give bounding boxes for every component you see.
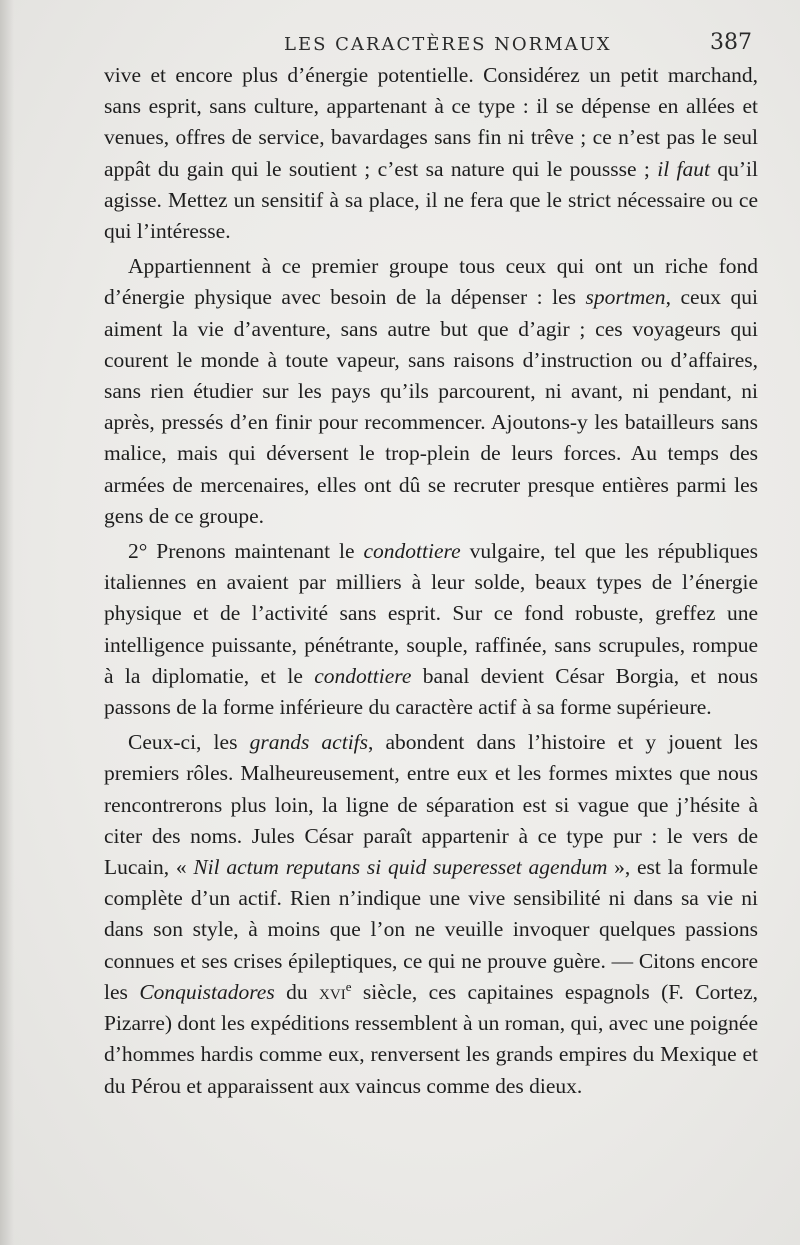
- running-title: LES CARACTÈRES NORMAUX: [284, 34, 612, 55]
- paragraph-4: [104, 727, 758, 1101]
- body-text: [104, 60, 758, 1106]
- italic-text: Conquistadores: [139, 979, 275, 1004]
- text-run: banal devient César Borgia, et nous passons de la forme inférieure du caractère actif à sa forme supérieure.: [104, 663, 758, 720]
- page-gutter-shadow: [0, 0, 14, 1245]
- text-run: , ceux qui aiment la vie d’aventure, sans autre but que d’agir ; ces voyageurs qui courent le monde à toute vapeur, sans raisons d’instruction ou d’affaires, sans rien étudier sur les pays qu’ils parcourent, ni avant, ni pendant, ni après, pressés d’en finir pour recommencer. Ajoutons-y les batailleurs sans malice, mais qui déversent le trop-plein de leurs forces. Au temps des armées de mercenaires, elles ont dû se recruter presque entières parmi les gens de ce groupe.: [104, 285, 759, 528]
- running-head: [100, 30, 752, 60]
- text-run: Ceux-ci, les: [128, 730, 250, 755]
- text-run: siècle, ces capitaines espagnols (F. Cortez, Pizarre) dont les expéditions ressemblent à un roman, qui, avec une poignée d’hommes hardis comme eux, renversent les grands empires du Mexique et du Pérou et apparaissent aux vaincus comme des dieux.: [104, 979, 758, 1098]
- text-run: vulgaire, tel que les républiques italiennes en avaient par milliers à leur solde, beaux types de l’énergie physique et de l’activité sans esprit. Sur ce fond robuste, greffez une intelligence puissante, pénétrante, souple, raffinée, sans scrupules, rompue à la diplomatie, et le: [104, 539, 758, 688]
- smallcaps-text: xvi: [319, 979, 346, 1004]
- italic-text: condottiere: [314, 663, 412, 688]
- text-run: vive et encore plus d’énergie potentielle. Considérez un petit marchand, sans esprit, sans culture, appartenant à ce type : il se dépense en allées et venues, offres de service, bavardages sans fin ni trêve ; ce n’est pas le seul appât du gain qui le soutient ; c’est sa nature qui le poussse ;: [104, 63, 758, 181]
- text-run: du: [274, 979, 320, 1004]
- text-run: qu’il agisse. Mettez un sensitif à sa place, il ne fera que le strict nécessaire ou ce qui l’intéresse.: [104, 156, 758, 244]
- italic-text: grands actifs: [249, 730, 369, 755]
- text-run: Appartiennent à ce premier groupe tous ceux qui ont un riche fond d’énergie physique avec besoin de la dépenser : les: [104, 254, 758, 310]
- superscript-text: e: [345, 978, 352, 994]
- text-run: », est la formule complète d’un actif. Rien n’indique une vive sensibilité ni dans sa vie ni dans son style, à moins que l’on ne veuille invoquer quelques passions connues et ses crises épileptiques, ce qui ne prouve guère. — Citons encore les: [104, 855, 758, 1004]
- italic-text: il faut: [657, 156, 711, 181]
- paragraph-1: [104, 60, 758, 247]
- text-run: 2° Prenons maintenant le: [128, 539, 364, 564]
- paragraph-3: [104, 536, 758, 723]
- italic-text: sportmen: [585, 285, 666, 310]
- page-number: 387: [710, 30, 752, 55]
- paragraph-2: [104, 251, 758, 532]
- italic-text: condottiere: [363, 539, 461, 564]
- italic-text: Nil actum reputans si quid superesset agendum: [193, 855, 608, 880]
- text-run: , abondent dans l’histoire et y jouent les premiers rôles. Malheureusement, entre eux et les formes mixtes que nous rencontrerons plus loin, la ligne de séparation est si vague que j’hésite à citer des noms. Jules César paraît appartenir à ce type pur : le vers de Lucain, «: [104, 730, 758, 880]
